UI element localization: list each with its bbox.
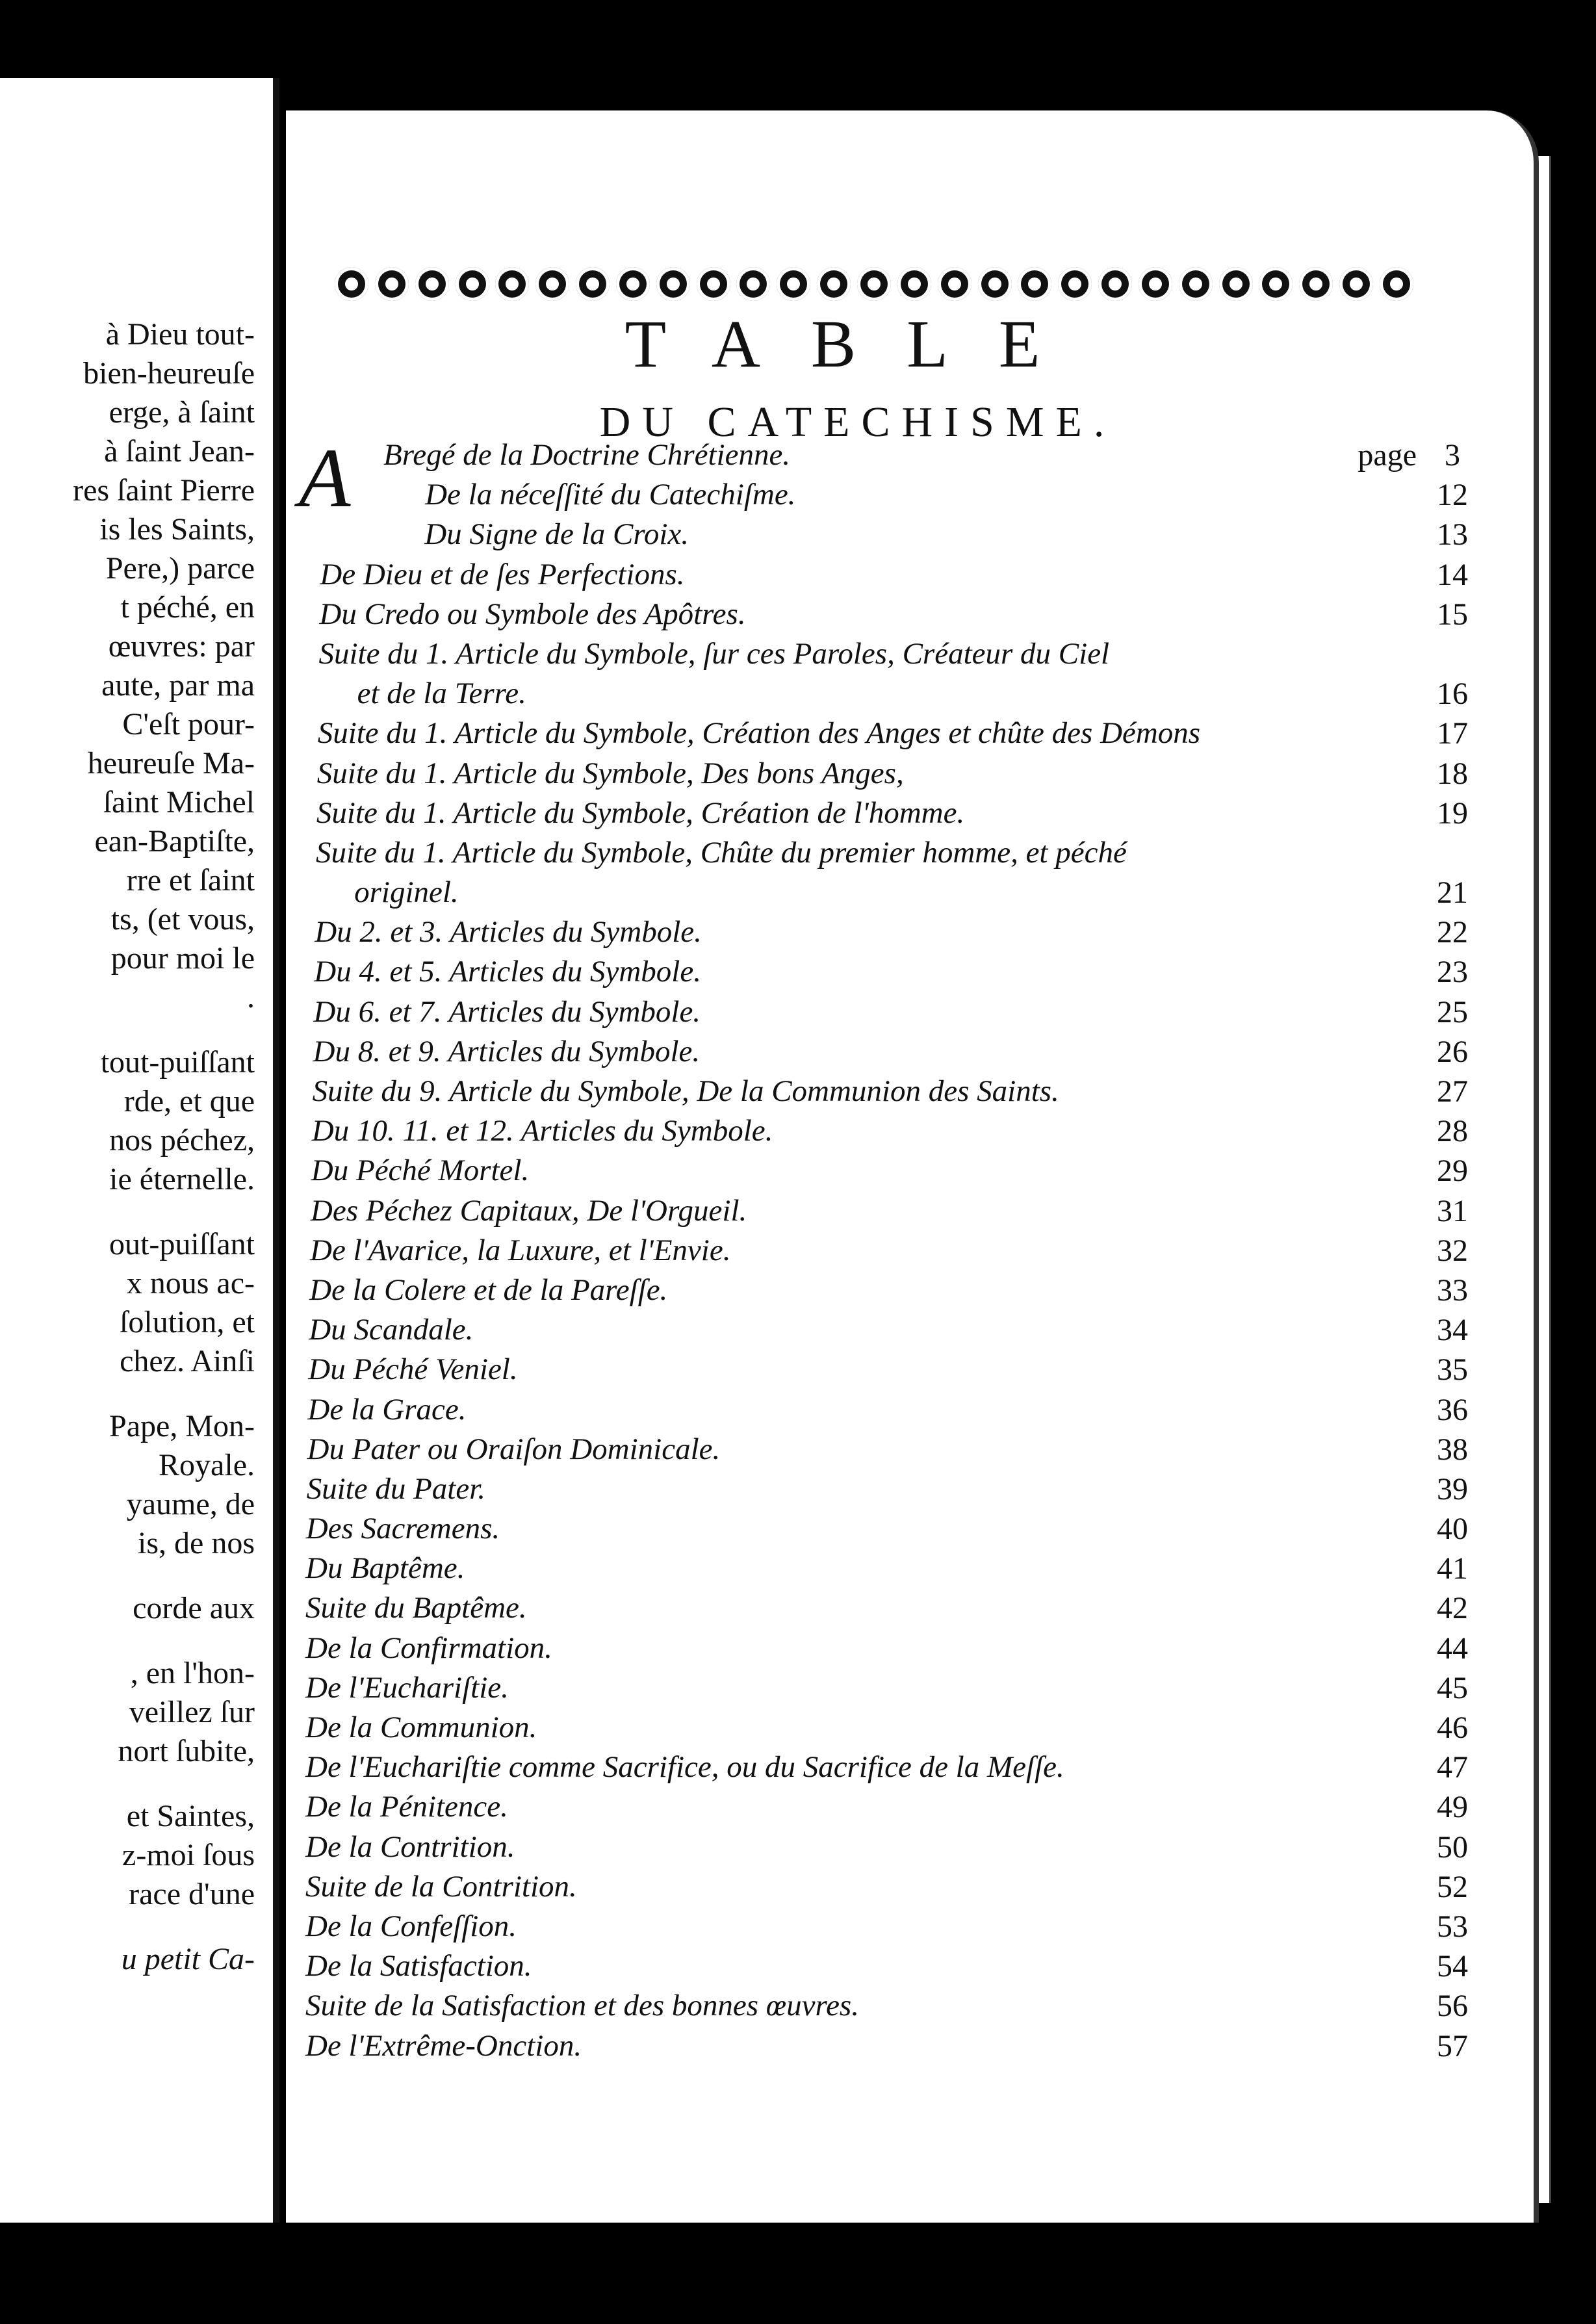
toc-entry — [305, 634, 1482, 674]
toc-entry — [305, 2026, 1482, 2066]
toc-page-number: 50 — [1437, 1829, 1468, 1865]
toc-entry-title: De la Contrition. — [305, 1829, 515, 1864]
left-page-line: ſolution, et — [120, 1305, 255, 1339]
left-page-line: Pere,) parce — [105, 551, 255, 586]
left-page-line: ſaint Michel — [103, 785, 255, 820]
toc-entry — [305, 1032, 1482, 1072]
toc-entry-title: De l'Euchariſtie. — [305, 1670, 509, 1705]
ornament-flower-icon — [978, 267, 1012, 301]
toc-entry-title: De la Confirmation. — [305, 1631, 552, 1665]
ornament-flower-icon — [535, 267, 569, 301]
toc-entry-title: Du 10. 11. et 12. Articles du Symbole. — [311, 1114, 773, 1148]
toc-entry-title: De la Communion. — [305, 1711, 537, 1744]
ornament-flower-icon — [656, 267, 690, 301]
toc-entry — [305, 1072, 1482, 1111]
toc-entry-title: Suite de la Satisfaction et des bonnes œuvres. — [305, 1989, 859, 2023]
left-page-line: res ſaint Pierre — [73, 473, 255, 508]
toc-page-number: 15 — [1437, 597, 1468, 632]
ornament-flower-icon — [697, 267, 730, 301]
left-page-line — [0, 1563, 255, 1589]
toc-entry — [305, 794, 1482, 833]
left-page-line: bien-heureuſe — [83, 356, 255, 391]
toc-entry-title: Du 4. et 5. Articles du Symbole. — [314, 955, 701, 989]
left-page-line: out-puiſſant — [109, 1227, 255, 1261]
toc-page-number: 13 — [1437, 517, 1468, 552]
toc-entry-title: Suite du 1. Article du Symbole, Chûte du premier homme, et péché — [316, 835, 1127, 870]
toc-page-number: 39 — [1437, 1471, 1468, 1506]
toc-page-number: 46 — [1437, 1711, 1468, 1745]
toc-page-number: 26 — [1437, 1034, 1468, 1069]
toc-page-number: 21 — [1437, 875, 1468, 910]
left-page-line: t péché, en — [120, 590, 255, 625]
toc-entry-title: originel. — [354, 875, 459, 910]
left-page-line: ie éternelle. — [109, 1162, 255, 1196]
left-page-line: rre et ſaint — [126, 863, 255, 897]
toc-entry-title: De la Pénitence. — [305, 1790, 508, 1824]
toc-entry-title: Suite du Pater. — [306, 1471, 486, 1506]
toc-page-number: 31 — [1437, 1193, 1468, 1228]
toc-entry — [305, 1986, 1482, 2026]
toc-entry — [305, 1748, 1482, 1787]
ornament-flower-icon — [1179, 267, 1213, 301]
toc-page-number: 52 — [1437, 1869, 1468, 1904]
left-page-line: , en l'hon- — [130, 1656, 255, 1690]
toc-entry — [305, 1708, 1482, 1748]
left-page-line: is les Saints, — [99, 512, 255, 547]
toc-entry — [305, 833, 1482, 873]
toc-entry — [305, 1310, 1482, 1350]
left-page-line: œuvres: par — [108, 629, 255, 664]
toc-entry — [305, 595, 1482, 634]
left-page-line: à Dieu tout- — [105, 317, 255, 352]
toc-entry — [305, 1907, 1482, 1946]
toc-entry — [305, 714, 1482, 753]
toc-entry-title: De Dieu et de ſes Perfections. — [320, 557, 685, 591]
toc-entry — [305, 515, 1482, 554]
toc-entry-title: Des Sacremens. — [305, 1512, 500, 1546]
ornament-flower-icon — [456, 267, 489, 301]
toc-entry-title: Suite du 9. Article du Symbole, De la Communion des Saints. — [312, 1074, 1059, 1108]
left-page-line: race d'une — [129, 1877, 255, 1911]
toc-page-number: 17 — [1437, 716, 1468, 751]
ornament-flower-icon — [1098, 267, 1132, 301]
toc-page-number: 41 — [1437, 1551, 1468, 1586]
left-page-line: tout-puiſſant — [100, 1045, 255, 1079]
ornament-flower-icon — [1259, 267, 1293, 301]
toc-entry-title: Du Pater ou Oraiſon Dominicale. — [307, 1432, 721, 1466]
toc-page-number: 14 — [1437, 557, 1468, 592]
ornament-flower-icon — [1339, 267, 1373, 301]
table-page — [286, 110, 1539, 2223]
toc-entry-title: Du Baptême. — [305, 1551, 465, 1586]
toc-entry — [305, 992, 1482, 1032]
toc-page-number: 40 — [1437, 1512, 1468, 1547]
ornament-flower-icon — [777, 267, 810, 301]
ornament-flower-icon — [857, 267, 891, 301]
left-page-line: is, de nos — [138, 1526, 255, 1560]
left-page-line — [0, 1771, 255, 1797]
left-page-line: chez. Ainſi — [120, 1344, 255, 1378]
toc-entry — [305, 1390, 1482, 1430]
toc-entry-title: Du Signe de la Croix. — [424, 517, 689, 552]
toc-page-number: 47 — [1437, 1750, 1468, 1785]
toc-entry-title: De la Satisfaction. — [305, 1949, 532, 1983]
toc-entry — [305, 1549, 1482, 1588]
toc-entry — [305, 1469, 1482, 1509]
toc-entry — [305, 1231, 1482, 1271]
left-page-line — [0, 1381, 255, 1407]
toc-entry — [305, 1350, 1482, 1389]
toc-page-number: 57 — [1437, 2028, 1468, 2063]
toc-entry-title: Du 6. et 7. Articles du Symbole. — [313, 994, 701, 1029]
toc-entry — [305, 1111, 1482, 1151]
toc-page-number: 35 — [1437, 1352, 1468, 1388]
toc-entry — [305, 1588, 1482, 1628]
left-page-line: Royale. — [159, 1448, 255, 1482]
toc-page-number: 28 — [1437, 1114, 1468, 1149]
toc-entry — [305, 754, 1482, 794]
toc-page-number: 32 — [1437, 1233, 1468, 1268]
toc-page-number: 45 — [1437, 1670, 1468, 1705]
toc-page-number: 49 — [1437, 1790, 1468, 1825]
left-page-line: ts, (et vous, — [110, 902, 255, 936]
table-of-contents — [299, 432, 1482, 2066]
left-page-line — [0, 1914, 255, 1940]
ornament-border — [335, 256, 1413, 312]
toc-page-number: 12 — [1437, 478, 1468, 513]
ornament-flower-icon — [616, 267, 650, 301]
toc-entry — [305, 1827, 1482, 1867]
ornament-flower-icon — [1219, 267, 1253, 301]
left-page-line: yaume, de — [126, 1487, 255, 1521]
toc-page-number: 56 — [1437, 1989, 1468, 2024]
left-page-line: nort ſubite, — [118, 1734, 255, 1768]
toc-page-number: 54 — [1437, 1949, 1468, 1984]
toc-page-number: 44 — [1437, 1631, 1468, 1666]
toc-page-number: 34 — [1437, 1313, 1468, 1348]
page-title: TABLE — [624, 307, 1091, 381]
left-page-text — [0, 315, 255, 1979]
toc-page-number: 29 — [1437, 1154, 1468, 1189]
left-page-line: Pape, Mon- — [109, 1409, 255, 1443]
toc-entry-title: Suite du 1. Article du Symbole, Création des Anges et chûte des Démons — [317, 716, 1201, 751]
toc-entry — [305, 674, 1482, 714]
toc-page-number: 33 — [1437, 1272, 1468, 1308]
toc-entry-title: De l'Extrême-Onction. — [305, 2028, 582, 2063]
toc-page-number: 19 — [1437, 795, 1468, 831]
ornament-flower-icon — [1139, 267, 1172, 301]
ornament-flower-icon — [938, 267, 972, 301]
toc-entry — [305, 1191, 1482, 1231]
page-column-label: page — [1358, 438, 1417, 472]
ornament-flower-icon — [1380, 267, 1413, 301]
ornament-flower-icon — [1058, 267, 1092, 301]
left-page-line: . — [247, 980, 255, 1014]
left-page-line — [0, 1628, 255, 1654]
toc-entry-title: De l'Euchariſtie comme Sacrifice, ou du Sacrifice de la Meſſe. — [305, 1750, 1064, 1785]
left-page-line: ean-Baptiſte, — [94, 824, 255, 859]
toc-entry — [305, 555, 1482, 595]
toc-entry — [305, 1629, 1482, 1668]
left-page-line: pour moi le — [110, 941, 255, 975]
toc-entry-title: Du 8. et 9. Articles du Symbole. — [313, 1034, 701, 1068]
toc-entry-title: et de la Terre. — [357, 677, 526, 711]
left-page-line: à ſaint Jean- — [104, 434, 255, 469]
toc-entry — [305, 1151, 1482, 1191]
ornament-flower-icon — [1299, 267, 1333, 301]
toc-page-number: 27 — [1437, 1074, 1468, 1109]
ornament-flower-icon — [335, 267, 368, 301]
ornament-flower-icon — [1018, 267, 1051, 301]
left-page-fragment — [0, 78, 279, 2223]
toc-entry-title: De la Colere et de la Pareſſe. — [309, 1272, 668, 1307]
toc-entry-title: Suite du Baptême. — [305, 1591, 527, 1625]
toc-entry-title: De la néceſſité du Catechiſme. — [425, 478, 796, 512]
toc-entry-title: De l'Avarice, la Luxure, et l'Envie. — [310, 1233, 731, 1267]
toc-entry-title: Suite du 1. Article du Symbole, Des bons Anges, — [316, 756, 904, 790]
left-page-line — [0, 1199, 255, 1225]
left-page-line: veillez ſur — [129, 1695, 255, 1729]
toc-entry-title: De la Confeſſion. — [305, 1909, 517, 1943]
left-page-line — [0, 1017, 255, 1043]
toc-entry — [305, 1867, 1482, 1907]
toc-entry — [305, 475, 1482, 515]
toc-entry-title: Du Péché Veniel. — [308, 1352, 518, 1387]
left-page-line: nos péchez, — [109, 1123, 255, 1157]
toc-page-number: 38 — [1437, 1432, 1468, 1467]
toc-page-number: 25 — [1437, 994, 1468, 1029]
toc-entry — [305, 912, 1482, 952]
toc-entry — [305, 1509, 1482, 1549]
toc-entry-title: Du Scandale. — [309, 1313, 474, 1347]
toc-page-number: 36 — [1437, 1392, 1468, 1427]
toc-entry-title: Du Credo ou Symbole des Apôtres. — [319, 597, 746, 631]
left-page-line: u petit Ca- — [121, 1942, 255, 1976]
ornament-flower-icon — [736, 267, 770, 301]
toc-page-number: 53 — [1437, 1909, 1468, 1944]
ornament-flower-icon — [375, 267, 409, 301]
page-subtitle: DU CATECHISME. — [599, 398, 1116, 446]
left-page-line: corde aux — [133, 1591, 255, 1625]
toc-entry — [305, 873, 1482, 912]
toc-entry — [305, 952, 1482, 992]
toc-entry — [305, 1430, 1482, 1469]
left-page-line: et Saintes, — [126, 1799, 255, 1833]
toc-entry — [305, 1946, 1482, 1986]
ornament-flower-icon — [817, 267, 851, 301]
toc-entry-title: Suite de la Contrition. — [305, 1869, 577, 1904]
toc-entry-title: Suite du 1. Article du Symbole, Création de l'homme. — [316, 795, 965, 830]
toc-page-number: 22 — [1437, 915, 1468, 950]
toc-entry — [305, 1668, 1482, 1708]
toc-entry-title: Du 2. et 3. Articles du Symbole. — [315, 915, 702, 949]
toc-entry-title: Bregé de la Doctrine Chrétienne. — [383, 438, 791, 472]
ornament-flower-icon — [576, 267, 610, 301]
left-page-line: rde, et que — [123, 1084, 255, 1118]
toc-page-number: 42 — [1437, 1591, 1468, 1626]
toc-entry-title: De la Grace. — [307, 1392, 467, 1427]
left-page-line: C'eſt pour- — [122, 707, 255, 742]
toc-page-number: 16 — [1437, 677, 1468, 712]
toc-entry — [305, 1787, 1482, 1827]
ornament-flower-icon — [897, 267, 931, 301]
left-page-line: aute, par ma — [101, 668, 255, 703]
left-page-line: x nous ac- — [126, 1266, 255, 1300]
drop-cap: A — [299, 432, 351, 525]
toc-entry-title: Suite du 1. Article du Symbole, ſur ces Paroles, Créateur du Ciel — [318, 636, 1110, 671]
left-page-line: z-moi ſous — [122, 1838, 255, 1872]
left-page-line: heureuſe Ma- — [87, 746, 255, 781]
toc-page-number: 23 — [1437, 955, 1468, 990]
toc-entry — [305, 1271, 1482, 1310]
toc-page-number: 18 — [1437, 756, 1468, 791]
toc-entry-title: Du Péché Mortel. — [311, 1154, 530, 1188]
left-page-line: erge, à ſaint — [109, 395, 255, 430]
ornament-flower-icon — [415, 267, 449, 301]
ornament-flower-icon — [495, 267, 529, 301]
toc-entry-title: Des Péchez Capitaux, De l'Orgueil. — [310, 1193, 747, 1228]
toc-page-number: 3 — [1445, 438, 1460, 472]
